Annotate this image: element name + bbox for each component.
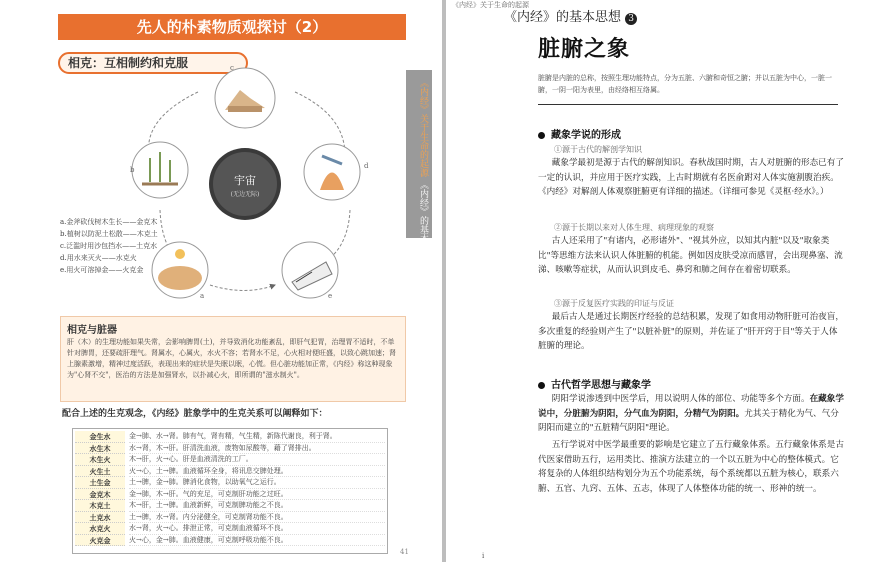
cycle-legend xyxy=(60,216,210,276)
series-title xyxy=(504,6,637,25)
table-row: 土→脾，金→肺。脾消化食物，以助氧气之运行。 xyxy=(129,477,385,489)
universe-label: 宇宙 xyxy=(234,174,256,187)
bullet-icon xyxy=(538,132,545,139)
subheading-2: ②源于长期以来对人体生理、病理现象的观察 xyxy=(554,223,714,232)
table-row: 木→肝，火→心。肝是血液清洗的工厂。 xyxy=(129,454,385,466)
legend-item: e.用火可溶掉金——火克金 xyxy=(60,266,144,274)
table-key: 土克水 xyxy=(75,512,125,524)
legend-item: b.植树以防泥土松散——木克土 xyxy=(60,230,158,238)
relations-table xyxy=(72,428,388,554)
cycle-label-c: c xyxy=(230,64,234,72)
subheading-3: ③源于反复医疗实践的印证与反证 xyxy=(554,299,674,308)
cycle-label-e: e xyxy=(328,292,333,300)
paragraph-2: 古人还采用了"有诸内，必形诸外"、"视其外应，以知其内脏"以及"取象类比"等思维方法来认识人体脏腑的机能。例如因皮肤受凉而感冒，会出现鼻塞、流涕、咳嗽等症状，从而认识到皮毛、鼻窍和肺之间存在着密切联系。 xyxy=(538,236,843,276)
table-row: 水→肾，木→肝。肝清洗血液，废物如尿酸等，藉了肾排出。 xyxy=(129,443,385,455)
table-key: 火生土 xyxy=(75,466,125,478)
series-number-badge: 3 xyxy=(625,13,637,25)
universe-sublabel: (无边无际) xyxy=(230,191,260,198)
heading-philosophy xyxy=(538,376,651,391)
relations-key-column xyxy=(75,431,125,546)
legend-item: c.泛滥时用沙包挡水——土克水 xyxy=(60,242,158,250)
heading-formation-text: 藏象学说的形成 xyxy=(551,130,621,141)
subheading-1: ①源于古代的解剖学知识 xyxy=(554,145,642,154)
side-tab-label-1: 《内经》关于生命的起源 xyxy=(418,78,428,177)
cycle-label-d: d xyxy=(364,162,369,170)
paragraph-4-a: 阴阳学说渗透到中医学后，用以说明人体的部位、功能等多个方面。 xyxy=(551,394,810,404)
cycle-label-b: b xyxy=(130,166,135,174)
paragraph-4 xyxy=(538,392,844,436)
heading-philosophy-text: 古代哲学思想与藏象学 xyxy=(551,380,651,391)
element-d-illustration xyxy=(304,144,360,200)
element-c-illustration xyxy=(215,68,275,128)
element-e-illustration xyxy=(282,242,338,298)
legend-item: d.用水来灭火——水克火 xyxy=(60,254,137,262)
page-title: 先人的朴素物质观探讨（2） xyxy=(58,14,406,40)
element-b-illustration xyxy=(132,142,188,198)
heading-formation xyxy=(538,126,621,141)
table-key: 火克金 xyxy=(75,535,125,547)
relations-desc-column xyxy=(129,431,385,546)
note-text: 肝（木）的生理功能如果失常，会影响脾胃(土)，并导致消化功能紊乱，即肝气犯胃，治理胃不适时，不单针对脾胃，还要疏肝理气。肾属水，心属火，水火不容；若肾水不足，心火相对便旺盛，以致心跳加速；肾上腺素激增，精神过度活跃，表现出来的症状是失眠以眠，心慌。但心脏功能加正常，《内经》称这种现象为"心肾不交"，医治的方法是加强肾水，以扑减心火，即所谓的"滋水制火"。 xyxy=(67,338,396,379)
divider xyxy=(538,104,838,105)
series-label: 《内经》的基本思想 xyxy=(504,10,622,25)
page-mark: i xyxy=(482,552,485,560)
table-row: 水→肾，火→心。排泄正常，可克制血液循环不良。 xyxy=(129,523,385,535)
side-tab-label-3: (2) xyxy=(418,263,428,277)
table-key: 水克火 xyxy=(75,523,125,535)
table-key: 木生火 xyxy=(75,454,125,466)
table-row: 火→心，土→脾。血液循环全身，将讯息交脾处理。 xyxy=(129,466,385,478)
table-row: 木→肝，土→脾。血液新鲜，可克制脾功能之不良。 xyxy=(129,500,385,512)
table-row: 金→肺，木→肝。气的充足，可克制肝功能之过旺。 xyxy=(129,489,385,501)
chapter-title: 脏腑之象 xyxy=(538,36,631,62)
bullet-icon xyxy=(538,382,545,389)
sidebar-note-box xyxy=(60,316,406,402)
table-row: 火→心，金→肺。血液健康，可克制呼吸功能不良。 xyxy=(129,535,385,547)
table-caption: 配合上述的生克观念，《内经》脏象学中的生克关系可以阐释如下： xyxy=(62,409,328,419)
side-tab-text xyxy=(410,78,428,277)
paragraph-1: 藏象学最初是源于古代的解剖知识。春秋战国时期，古人对脏腑的形态已有了一定的认识，并应用于医疗实践，上古时期就有名医俞跗对人体实施割腹治疾。《内经》对解剖人体观察脏腑更有详细的描述。（详细可参见《灵枢·经水》。） xyxy=(538,158,844,198)
table-key: 木克土 xyxy=(75,500,125,512)
side-tab-label-2: 《内经》的基本思想 xyxy=(418,179,428,261)
chapter-intro: 脏腑是内脏的总称，按照生理功能特点，分为五脏、六腑和奇恒之腑；并以五脏为中心，一脏一腑，一阴一阳为表里，由经络相互络属。 xyxy=(538,74,832,94)
cycle-label-a: a xyxy=(200,292,205,300)
table-key: 金克木 xyxy=(75,489,125,501)
page-number: 41 xyxy=(400,548,409,556)
table-key: 水生木 xyxy=(75,443,125,455)
paragraph-4-bold: 在藏象学说中，分脏腑为阴阳，分气血为阴阳，分精气为阴阳。 xyxy=(538,394,844,419)
table-key: 土生金 xyxy=(75,477,125,489)
running-header: 《内经》关于生命的起源 xyxy=(452,1,529,9)
left-page xyxy=(0,0,442,562)
paragraph-4-c: 尤其关于精化为气、气分阴阳而建立的"五脏精气阴阳"理论。 xyxy=(538,408,839,434)
right-page xyxy=(446,0,887,562)
table-key: 金生水 xyxy=(75,431,125,443)
legend-item: a.金斧砍伐树木生长——金克木 xyxy=(60,218,158,226)
section-heading: 相克：互相制约和克服 xyxy=(58,52,248,74)
note-title: 相克与脏器 xyxy=(67,325,117,336)
paragraph-5: 五行学说对中医学最重要的影响是它建立了五行藏象体系。五行藏象体系是古代医家借助五行，运用类比、推演方法建立的一个以五脏为中心的整体模式。它将复杂的人体组织结构划分为五个功能系统，每个系统都以五脏为核心，联系六腑、五官、九窍、五体、五志，体现了人体整体功能的统一、形神的统一。 xyxy=(538,440,844,494)
table-row: 土→脾，水→肾。内分泌健全，可克制肾功能不良。 xyxy=(129,512,385,524)
table-row: 金→肺、水→肾。肺有气，肾有精，气生精，新陈代谢良，利于肾。 xyxy=(129,431,385,443)
paragraph-3: 最后古人是通过长期医疗经验的总结积累，发现了如食用动物肝脏可治夜盲，多次重复的经验则产生了"以脏补脏"的原则，并佐证了"肝开窍于目"等关于人体脏腑的理论。 xyxy=(538,312,844,352)
